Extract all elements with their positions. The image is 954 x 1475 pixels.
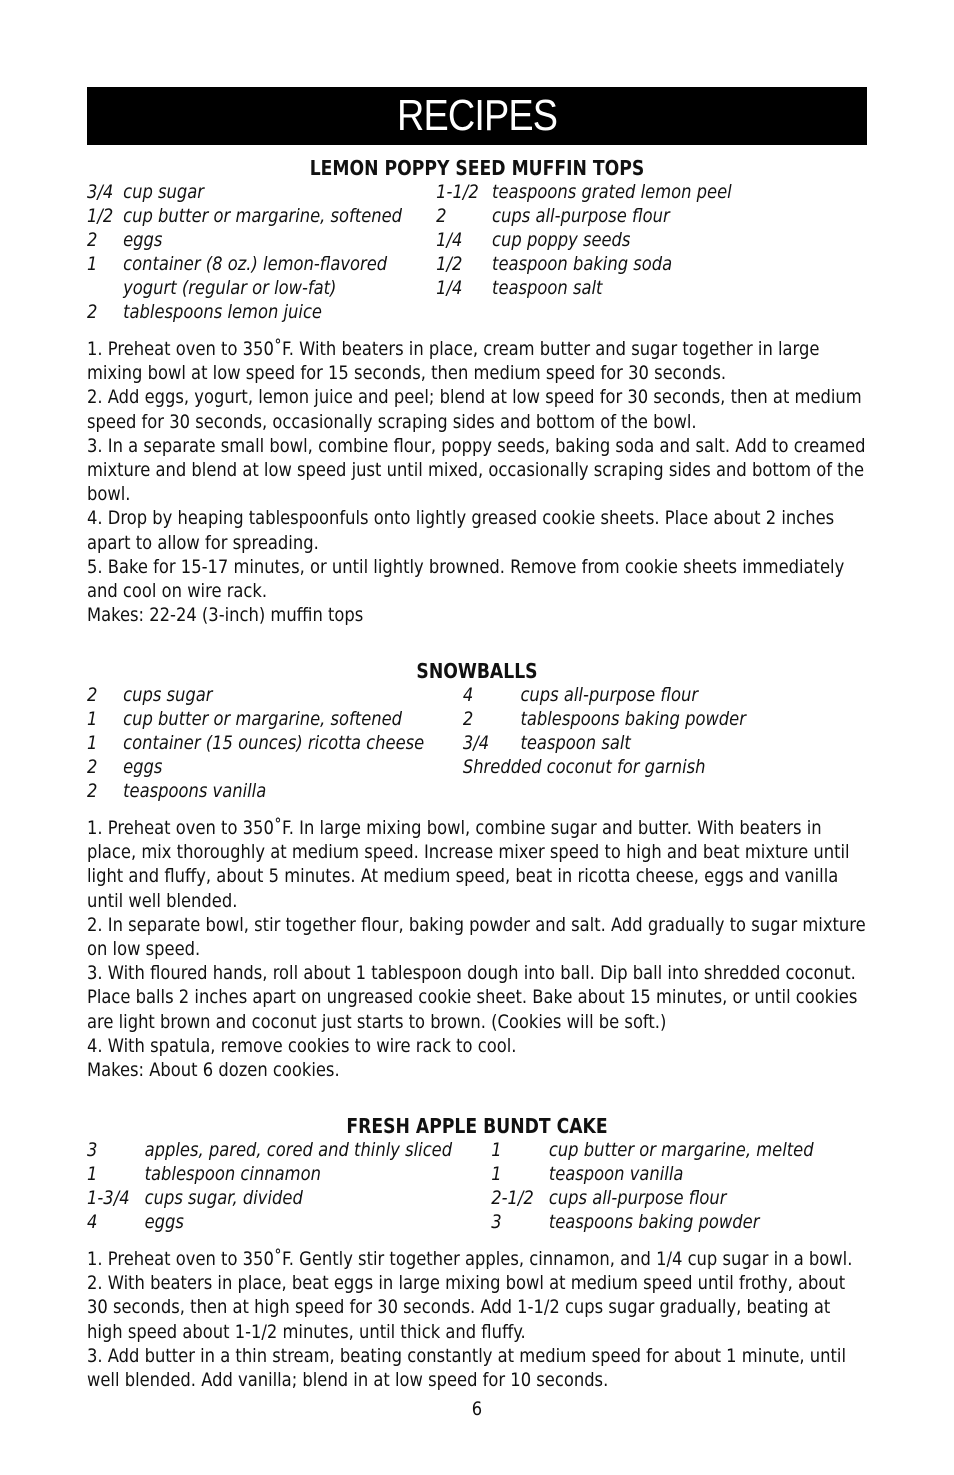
ingredient-row [87, 1162, 491, 1186]
ingredient-text: teaspoon baking soda [492, 253, 673, 275]
ingredient-qty: 1-1/2 [436, 181, 479, 203]
ingredient-qty: 2-1/2 [491, 1187, 534, 1209]
ingredient-column-right [436, 180, 797, 300]
instruction-step: 3. In a separate small bowl, combine flour, poppy seeds, baking soda and salt. Add to creamed mixture and blend at low speed just until mixed, occasionally scraping sides and bottom of the bowl. [87, 434, 866, 506]
ingredient-qty: 2 [87, 229, 98, 251]
ingredient-row [87, 276, 440, 300]
ingredient-qty: 1 [491, 1139, 502, 1161]
ingredient-text: cups all-purpose flour [548, 1187, 727, 1209]
instruction-step: 3. Add butter in a thin stream, beating constantly at medium speed for about 1 minute, until well blended. Add vanilla; blend in at low speed for 10 seconds. [87, 1344, 846, 1392]
ingredient-row [491, 1138, 818, 1162]
ingredient-row [436, 180, 797, 204]
ingredient-column-right [463, 683, 798, 779]
yield-text: Makes: 22-24 (3-inch) muffin tops [87, 604, 364, 627]
recipe-title: FRESH APPLE BUNDT CAKE [346, 1114, 608, 1138]
banner-title: RECIPES [396, 91, 558, 140]
ingredient-text: eggs [123, 229, 163, 251]
recipe-lemon-poppy-seed [87, 156, 867, 627]
ingredient-column-left [87, 683, 465, 803]
ingredient-row [436, 276, 797, 300]
ingredient-row [87, 1138, 491, 1162]
ingredient-text: cups all-purpose flour [492, 205, 670, 227]
ingredient-qty: 4 [462, 684, 474, 706]
instruction-step: 2. With beaters in place, beat eggs in large mixing bowl at medium speed until frothy, about 30 seconds, then at high speed for 30 seconds. Add 1-1/2 cups sugar gradually, beating at high speed about 1-1/2 minutes, until thick and fluffy. [87, 1272, 846, 1343]
ingredient-qty: 1 [87, 708, 98, 730]
ingredient-list [87, 683, 867, 805]
recipe-fresh-apple-bundt-cake [87, 1114, 867, 1392]
instruction-step: 1. Preheat oven to 350˚F. In large mixing bowl, combine sugar and butter. With beaters in place, mix thoroughly at medium speed. Increase mixer speed to high and beat mixture until light and fluffy, about 5 minutes. At medium speed, beat in ricotta cheese, eggs and vanilla until well blended. [87, 817, 850, 912]
recipe-snowballs [87, 659, 867, 1082]
instructions [87, 337, 867, 627]
ingredient-row [463, 755, 798, 779]
ingredient-qty: 2 [87, 684, 98, 706]
ingredient-row [87, 1186, 491, 1210]
ingredient-qty: 1-3/4 [87, 1187, 130, 1209]
instruction-step: 4. Drop by heaping tablespoonfuls onto lightly greased cookie sheets. Place about 2 inches apart to allow for spreading. [87, 507, 835, 554]
instruction-step: 2. In separate bowl, stir together flour, baking powder and salt. Add gradually to sugar mixture on low speed. [87, 913, 866, 961]
ingredient-text: apples, pared, cored and thinly sliced [144, 1139, 453, 1161]
ingredient-qty: 1 [87, 1163, 98, 1185]
page-number: 6 [471, 1398, 483, 1420]
ingredient-text: tablespoon cinnamon [144, 1163, 321, 1185]
ingredient-qty: 1 [87, 253, 98, 275]
ingredient-text: yogurt (regular or low-fat) [123, 277, 337, 299]
ingredient-text: tablespoons baking powder [520, 708, 746, 730]
ingredient-qty: 1/4 [436, 229, 463, 251]
instruction-step: 3. With floured hands, roll about 1 tablespoon dough into ball. Dip ball into shredded coconut. Place balls 2 inches apart on ungreased cookie sheet. Bake about 15 minutes, or until cookies are light brown and coconut just starts to brown. (Cookies will be soft.) [87, 962, 858, 1033]
ingredient-row [436, 204, 797, 228]
ingredient-qty: 2 [87, 756, 98, 778]
ingredient-row [87, 779, 465, 803]
ingredient-row [87, 228, 440, 252]
ingredient-text: teaspoon vanilla [548, 1163, 684, 1185]
instruction-step: 2. Add eggs, yogurt, lemon juice and peel; blend at low speed for 30 seconds, then at medium speed for 30 seconds, occasionally scraping sides and bottom of the bowl. [87, 386, 862, 433]
ingredient-row [436, 252, 797, 276]
recipe-page [87, 87, 867, 1392]
ingredient-row [87, 731, 465, 755]
ingredient-text: teaspoons baking powder [548, 1211, 760, 1233]
ingredient-text: cup butter or margarine, softened [123, 708, 403, 730]
ingredient-text: teaspoon salt [492, 277, 603, 299]
ingredient-text: cups all-purpose flour [520, 684, 699, 706]
ingredient-text: Shredded coconut for garnish [462, 756, 706, 778]
instruction-step: 5. Bake for 15-17 minutes, or until lightly browned. Remove from cookie sheets immediately and cool on wire rack. [87, 555, 845, 603]
instruction-step: 4. With spatula, remove cookies to wire rack to cool. [87, 1034, 517, 1057]
ingredient-row [87, 1210, 491, 1234]
ingredient-row [436, 228, 797, 252]
ingredient-row [491, 1210, 818, 1234]
ingredient-row [87, 252, 440, 276]
ingredient-qty: 2 [87, 780, 98, 802]
ingredient-qty: 2 [436, 205, 447, 227]
ingredient-text: container (15 ounces) ricotta cheese [123, 732, 425, 754]
ingredient-text: teaspoons vanilla [123, 780, 267, 802]
ingredient-text: cup poppy seeds [492, 229, 631, 251]
ingredient-column-left [87, 180, 440, 324]
ingredient-row [87, 180, 440, 204]
ingredient-text: cups sugar [123, 684, 213, 706]
ingredient-qty: 3/4 [87, 181, 114, 203]
ingredient-list [87, 1138, 867, 1236]
ingredient-text: cup butter or margarine, softened [123, 205, 403, 227]
ingredient-text: tablespoons lemon juice [123, 301, 322, 323]
ingredient-row [491, 1186, 818, 1210]
instruction-step: 1. Preheat oven to 350˚F. Gently stir together apples, cinnamon, and 1/4 cup sugar in a bowl. [87, 1248, 853, 1270]
ingredient-column-right [491, 1138, 818, 1234]
ingredient-list [87, 180, 867, 326]
instructions [87, 1247, 867, 1392]
recipe-title: SNOWBALLS [416, 659, 538, 683]
ingredient-row [87, 755, 465, 779]
ingredient-row [87, 300, 440, 324]
ingredient-row [87, 204, 440, 228]
ingredient-row [463, 731, 798, 755]
instructions [87, 816, 867, 1082]
ingredient-row [463, 707, 798, 731]
yield-text: Makes: About 6 dozen cookies. [87, 1059, 340, 1082]
ingredient-text: eggs [144, 1211, 184, 1233]
ingredient-qty: 1/2 [87, 205, 114, 227]
ingredient-qty: 3 [87, 1139, 98, 1161]
ingredient-qty: 4 [87, 1211, 98, 1233]
ingredient-text: teaspoon salt [520, 732, 631, 754]
ingredient-qty: 3 [491, 1211, 502, 1233]
ingredient-text: container (8 oz.) lemon-flavored [123, 253, 388, 275]
ingredient-row [87, 683, 465, 707]
ingredient-qty: 1 [87, 732, 98, 754]
ingredient-row [463, 683, 798, 707]
recipe-title: LEMON POPPY SEED MUFFIN TOPS [309, 156, 645, 180]
ingredient-text: teaspoons grated lemon peel [492, 181, 732, 203]
ingredient-text: cups sugar, divided [144, 1187, 303, 1209]
ingredient-qty: 1 [491, 1163, 502, 1185]
instruction-step: 1. Preheat oven to 350˚F. With beaters in place, cream butter and sugar together in large mixing bowl at low speed for 15 seconds, then medium speed for 30 seconds. [87, 338, 820, 385]
ingredient-column-left [87, 1138, 491, 1234]
ingredient-qty: 2 [462, 708, 474, 730]
ingredient-qty: 1/2 [436, 253, 463, 275]
ingredient-qty: 3/4 [462, 732, 490, 754]
ingredient-row [87, 707, 465, 731]
ingredient-text: cup butter or margarine, melted [548, 1139, 814, 1161]
ingredient-text: eggs [123, 756, 163, 778]
ingredient-qty: 2 [87, 301, 98, 323]
ingredient-row [491, 1162, 818, 1186]
recipes-banner [87, 87, 867, 145]
ingredient-text: cup sugar [123, 181, 205, 203]
ingredient-qty: 1/4 [436, 277, 463, 299]
